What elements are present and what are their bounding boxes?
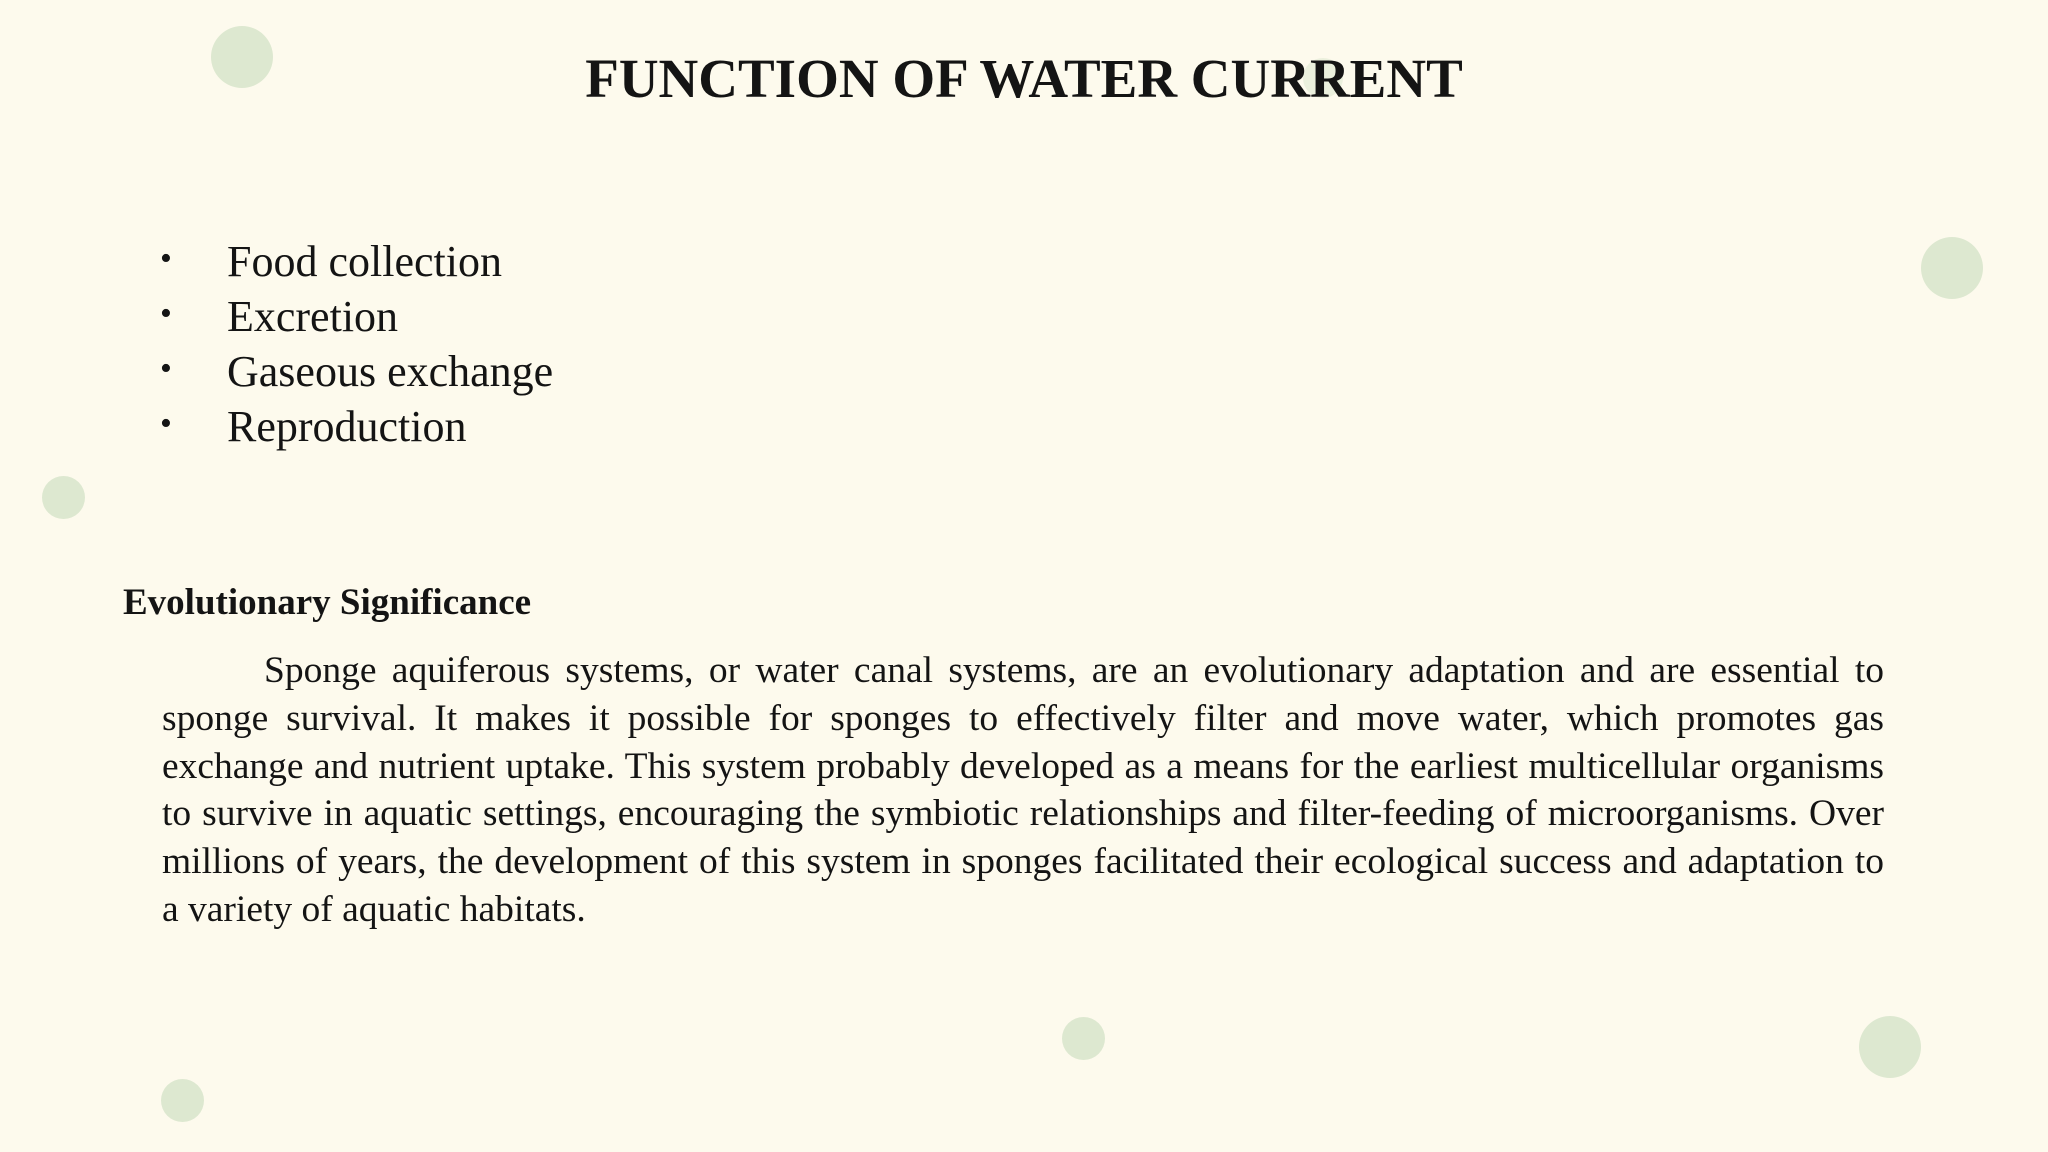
list-item <box>160 234 553 289</box>
body-paragraph: Sponge aquiferous systems, or water canal systems, are an evolutionary adaptation and are essential to sponge survival. It makes it possible for sponges to effectively filter and move water, which promotes gas exchange and nutrient uptake. This system probably developed as a means for the earliest multicellular organisms to survive in aquatic settings, encouraging the symbiotic relationships and filter-feeding of microorganisms. Over millions of years, the development of this system in sponges facilitated their ecological success and adaptation to a variety of aquatic habitats. <box>162 650 1884 930</box>
bullet-icon: • <box>160 295 172 332</box>
list-item-label: Excretion <box>227 292 399 341</box>
decorative-circle <box>42 476 85 519</box>
list-item <box>160 344 553 399</box>
decorative-circle <box>1859 1016 1921 1078</box>
list-item-label: Food collection <box>227 237 502 286</box>
slide-title: FUNCTION OF WATER CURRENT <box>585 48 1463 109</box>
decorative-circle <box>161 1079 204 1122</box>
bullet-icon: • <box>160 350 172 387</box>
decorative-circle <box>1062 1017 1105 1060</box>
function-list <box>160 234 553 454</box>
decorative-circle <box>1921 237 1983 299</box>
list-item-label: Gaseous exchange <box>227 347 554 396</box>
list-item-label: Reproduction <box>227 402 467 451</box>
list-item <box>160 289 553 344</box>
bullet-icon: • <box>160 240 172 277</box>
bullet-icon: • <box>160 405 172 442</box>
section-heading: Evolutionary Significance <box>123 582 532 623</box>
list-item <box>160 399 553 454</box>
